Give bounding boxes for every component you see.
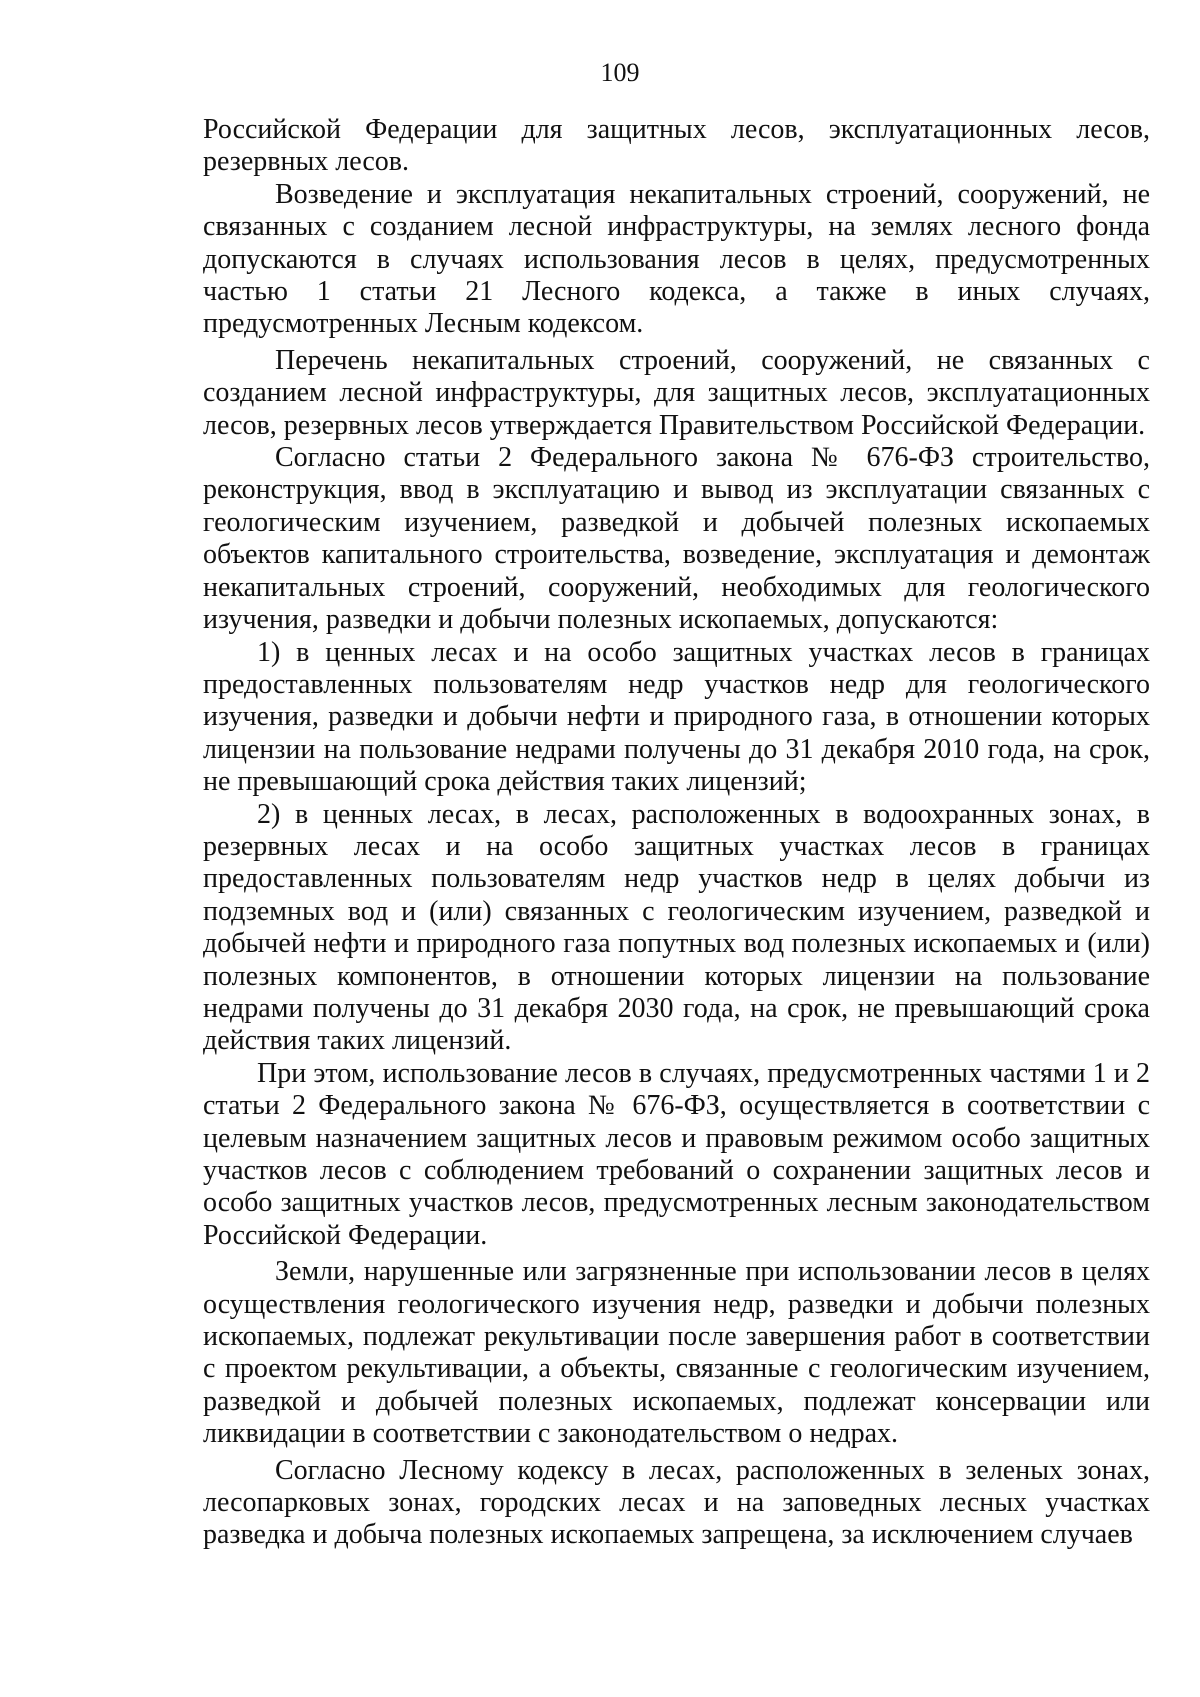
document-body <box>203 114 1150 1552</box>
paragraph-forest-code: Согласно Лесному кодексу в лесах, расположенных в зеленых зонах, лесопарковых зонах, городских лесах и на заповедных лесных участках разведка и добыча полезных ископаемых запрещена, за исключением случаев <box>203 1454 1150 1551</box>
paragraph-continuation: Российской Федерации для защитных лесов, эксплуатационных лесов, резервных лесов. <box>203 114 1150 178</box>
list-item-2: 2) в ценных лесах, в лесах, расположенных в водоохранных зонах, в резервных лесах и на особо защитных участках лесов в границах предоставленных пользователям недр участков недр в целях добычи из подземных вод и (или) связанных с геологическим изучением, разведкой и добычей нефти и природного газа попутных вод полезных ископаемых и (или) полезных компонентов, в отношении которых лицензии на пользование недрами получены до 31 декабря 2030 года, на срок, не превышающий срока действия таких лицензий. <box>203 798 1150 1057</box>
paragraph-noncapital-structures: Возведение и эксплуатация некапитальных строений, сооружений, не связанных с созданием лесной инфраструктуры, на землях лесного фонда допускаются в случаях использования лесов в целях, предусмотренных частью 1 статьи 21 Лесного кодекса, а также в иных случаях, предусмотренных Лесным кодексом. <box>203 178 1150 340</box>
paragraph-land-reclamation: Земли, нарушенные или загрязненные при использовании лесов в целях осуществления геологического изучения недр, разведки и добычи полезных ископаемых, подлежат рекультивации после завершения работ в соответствии с проектом рекультивации, а объекты, связанные с геологическим изучением, разведкой и добычей полезных ископаемых, подлежат консервации или ликвидации в соответствии с законодательством о недрах. <box>203 1256 1150 1450</box>
paragraph-structures-list: Перечень некапитальных строений, сооружений, не связанных с созданием лесной инфраструктуры, для защитных лесов, эксплуатационных лесов, резервных лесов утверждается Правительством Российской Федерации. <box>203 344 1150 441</box>
page-number: 109 <box>600 58 640 87</box>
list-item-1: 1) в ценных лесах и на особо защитных участках лесов в границах предоставленных пользователям недр участков недр для геологического изучения, разведки и добычи нефти и природного газа, в отношении которых лицензии на пользование недрами получены до 31 декабря 2010 года, на срок, не превышающий срока действия таких лицензий; <box>203 636 1150 798</box>
paragraph-forest-use: При этом, использование лесов в случаях, предусмотренных частями 1 и 2 статьи 2 Федерального закона № 676-ФЗ, осуществляется в соответствии с целевым назначением защитных лесов и правовым режимом особо защитных участков лесов с соблюдением требований о сохранении защитных лесов и особо защитных участков лесов, предусмотренных лесным законодательством Российской Федерации. <box>203 1057 1150 1251</box>
paragraph-federal-law-676: Согласно статьи 2 Федерального закона № 676-ФЗ строительство, реконструкция, ввод в эксплуатацию и вывод из эксплуатации связанных с геологическим изучением, разведкой и добычей полезных ископаемых объектов капитального строительства, возведение, эксплуатация и демонтаж некапитальных строений, сооружений, необходимых для геологического изучения, разведки и добычи полезных ископаемых, допускаются: <box>203 442 1150 636</box>
